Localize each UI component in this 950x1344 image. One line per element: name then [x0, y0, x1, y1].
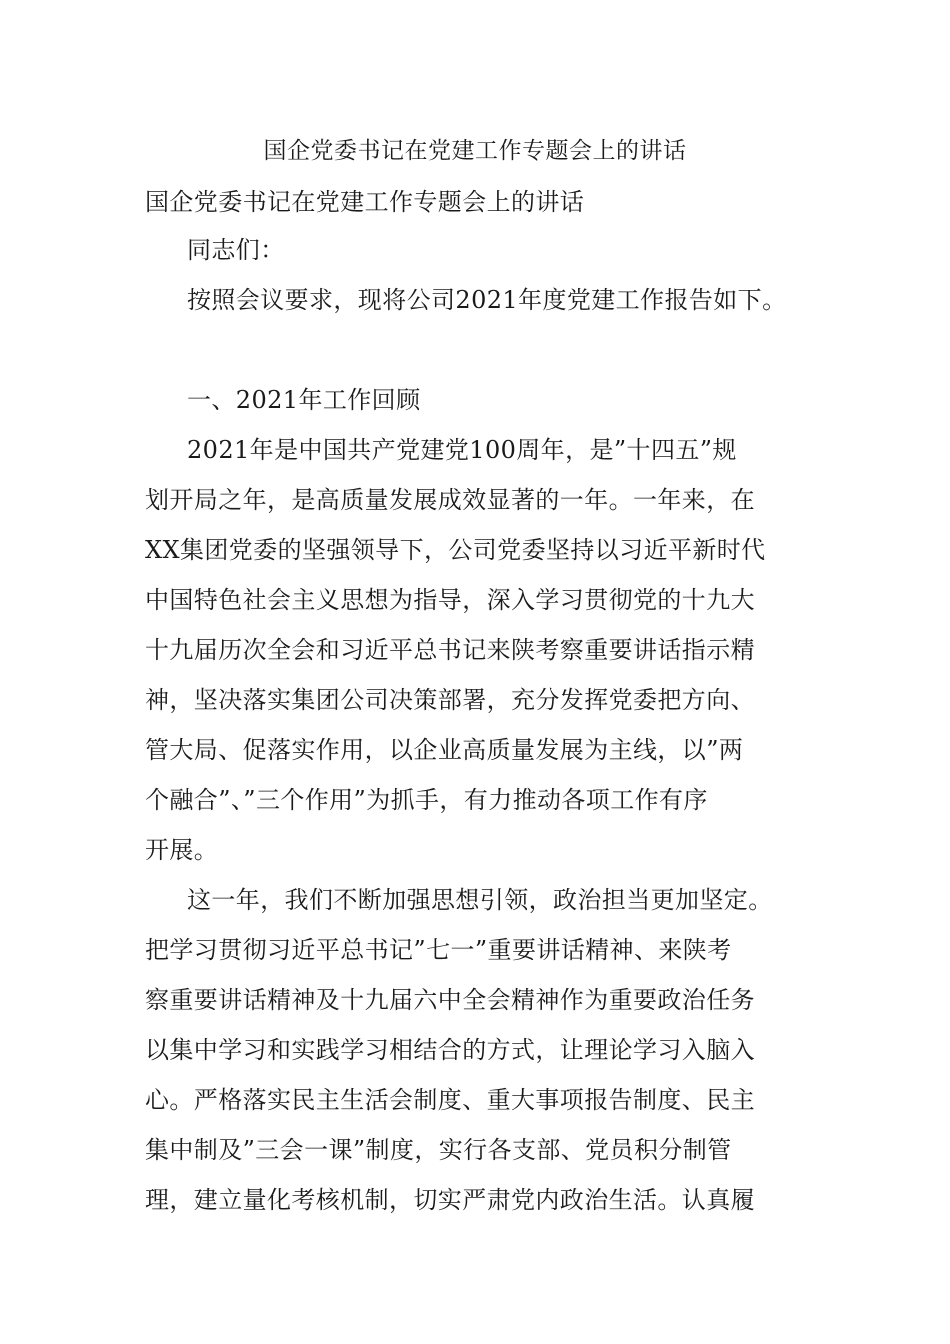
- section-heading: 一、2021年工作回顾: [187, 386, 421, 414]
- paragraph-line: XX集团党委的坚强领导下，公司党委坚持以习近平新时代: [145, 536, 766, 564]
- document-title: 国企党委书记在党建工作专题会上的讲话: [263, 138, 687, 164]
- subtitle-line: 国企党委书记在党建工作专题会上的讲话: [145, 188, 585, 216]
- paragraph-line: 察重要讲话精神及十九届六中全会精神作为重要政治任务: [145, 986, 755, 1014]
- paragraph-line: 划开局之年，是高质量发展成效显著的一年。一年来，在: [145, 486, 755, 514]
- salutation: 同志们：: [187, 236, 285, 264]
- paragraph-line: 开展。: [145, 836, 219, 864]
- paragraph-line: 把学习贯彻习近平总书记”七一”重要讲话精神、来陕考: [145, 936, 732, 964]
- paragraph-line: 神，坚决落实集团公司决策部署，充分发挥党委把方向、: [145, 686, 755, 714]
- paragraph-line: 心。严格落实民主生活会制度、重大事项报告制度、民主: [145, 1086, 755, 1114]
- paragraph-line: 这一年，我们不断加强思想引领，政治担当更加坚定。: [187, 886, 773, 914]
- paragraph-line: 中国特色社会主义思想为指导，深入学习贯彻党的十九大: [145, 586, 755, 614]
- paragraph-line: 十九届历次全会和习近平总书记来陕考察重要讲话指示精: [145, 636, 755, 664]
- paragraph-line: 理，建立量化考核机制，切实严肃党内政治生活。认真履: [145, 1186, 755, 1214]
- paragraph-line: 个融合”、”三个作用”为抓手，有力推动各项工作有序: [145, 786, 708, 814]
- paragraph-line: 2021年是中国共产党建党100周年，是”十四五”规: [187, 436, 737, 464]
- paragraph-line: 集中制及”三会一课”制度，实行各支部、党员积分制管: [145, 1136, 732, 1164]
- paragraph-line: 以集中学习和实践学习相结合的方式，让理论学习入脑入: [145, 1036, 755, 1064]
- intro-line: 按照会议要求，现将公司2021年度党建工作报告如下。: [187, 286, 787, 314]
- paragraph-line: 管大局、促落实作用，以企业高质量发展为主线，以”两: [145, 736, 744, 764]
